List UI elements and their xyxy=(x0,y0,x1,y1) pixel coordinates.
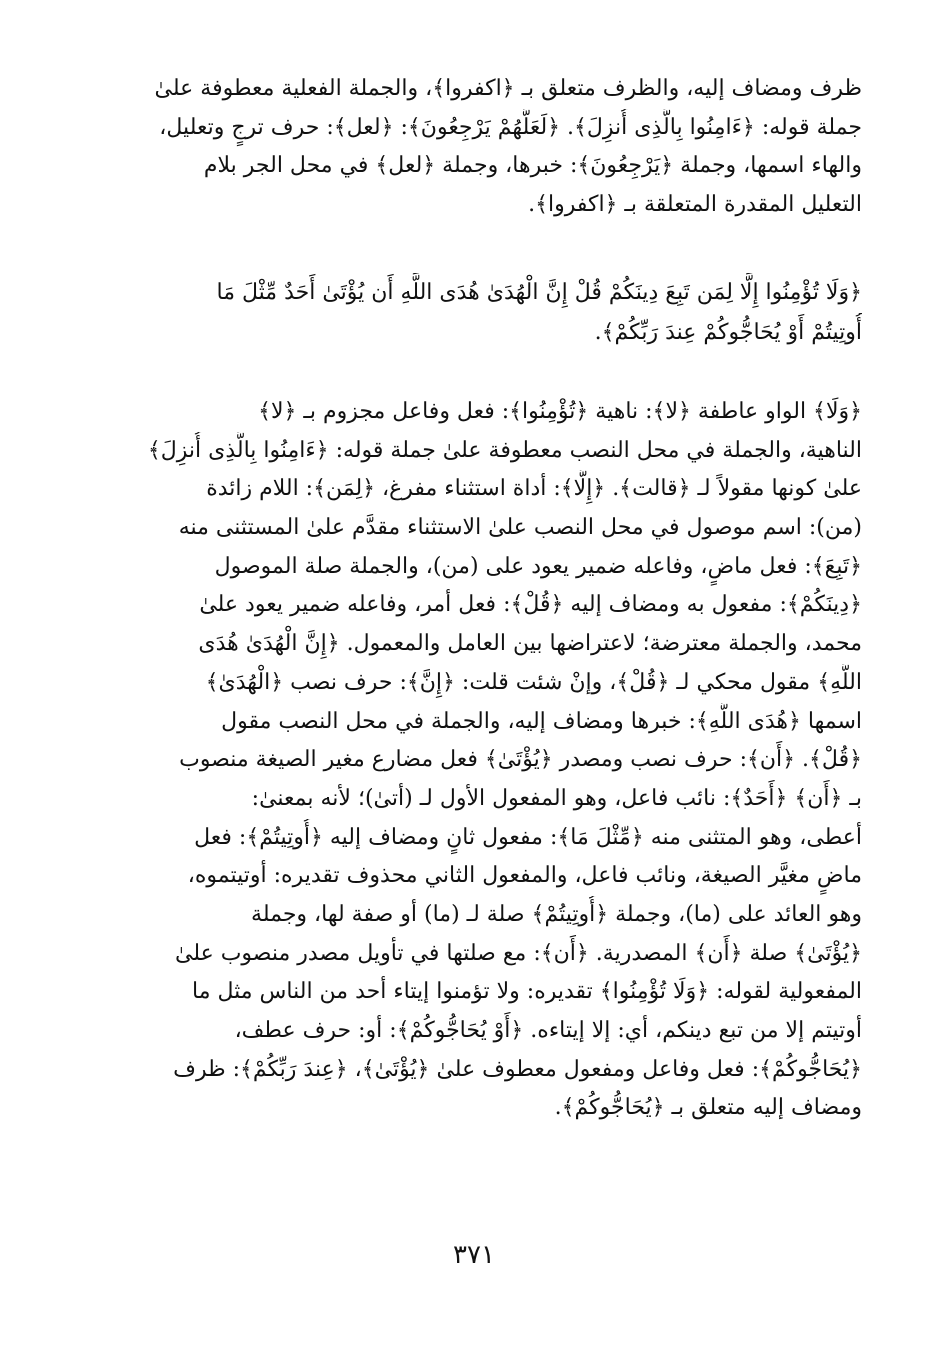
text-line: ﴿وَلَا﴾ الواو عاطفة ﴿لا﴾: ناهية ﴿تُؤْمِنُوا﴾: فعل وفاعل مجزوم بـ ﴿لا﴾ xyxy=(258,399,862,424)
text-line: أوتيتم إلا من تبع دينكم، أي: إلا إيتاءه. ﴿أَوْ يُحَاجُّوكُمْ﴾: أو: حرف عطف، xyxy=(234,1018,862,1043)
text-line: أعطى، وهو المتثنى منه ﴿مِّثْلَ مَا﴾: مفعول ثانٍ ومضاف إليه ﴿أُوتِيتُمْ﴾: فعل xyxy=(194,824,862,850)
verse-line: ﴿وَلَا تُؤْمِنُوا إِلَّا لِمَن تَبِعَ دِينَكُمْ قُلْ إِنَّ الْهُدَىٰ هُدَى اللَّهِ أَن يُؤْتَىٰ أَحَدٌ مِّثْلَ مَا xyxy=(216,280,862,305)
text-line: اللَّهِ﴾ مقول محكي لـ ﴿قُلْ﴾، وإنْ شئت قلت: ﴿إِنَّ﴾: حرف نصب ﴿الْهُدَىٰ﴾ xyxy=(205,669,862,695)
text-line: علىٰ كونها مقولاً لـ ﴿قالت﴾. ﴿إِلَّا﴾: أداة استثناء مفرغ، ﴿لِمَن﴾: اللام زائدة xyxy=(206,476,862,502)
text-line: ﴿دِينَكُمْ﴾: مفعول به ومضاف إليه ﴿قُلْ﴾: فعل أمر، وفاعله ضمير يعود علىٰ xyxy=(199,592,862,618)
page-number: ٣٧١ xyxy=(453,1240,495,1270)
text-line: التعليل المقدرة المتعلقة بـ ﴿اكفروا﴾. xyxy=(528,192,862,218)
text-line: الناهية، والجملة في محل النصب معطوفة علىٰ جملة قوله: ﴿ءَامِنُوا بِالَّذِى أُنزِلَ﴾ xyxy=(147,437,862,463)
text-line: والهاء اسمها، وجملة ﴿يَرْجِعُونَ﴾: خبرها، وجملة ﴿لعل﴾ في محل الجر بلام xyxy=(203,153,862,179)
quran-verse xyxy=(88,273,862,353)
text-line: جملة قوله: ﴿ءَامِنُوا بِالَّذِى أُنزِلَ﴾. ﴿لَعَلَّهُمْ يَرْجِعُونَ﴾: ﴿لعل﴾: حرف ترجٍ وتعليل، xyxy=(159,114,862,140)
text-line: ﴿قُلْ﴾. ﴿أَن﴾: حرف نصب ومصدر ﴿يُؤْتَىٰ﴾ فعل مضارع مغير الصيغة منصوب xyxy=(179,747,862,773)
text-line: اسمها ﴿هُدَى اللَّهِ﴾: خبرها ومضاف إليه، والجملة في محل النصب مقول xyxy=(221,708,862,734)
grammar-paragraph-2 xyxy=(88,393,862,1128)
text-line: ماضٍ مغيَّر الصيغة، ونائب فاعل، والمفعول الثاني محذوف تقديره: أوتيتموه، xyxy=(187,863,862,889)
text-line: ﴿يُحَاجُّوكُمْ﴾: فعل وفاعل ومفعول معطوف علىٰ ﴿يُؤْتَىٰ﴾، ﴿عِندَ رَبِّكُمْ﴾: ظرف xyxy=(173,1056,862,1082)
text-line: (من): اسم موصول في محل النصب علىٰ الاستثناء مقدَّم علىٰ المستثنى منه xyxy=(178,515,862,541)
text-line: ﴿تَبِعَ﴾: فعل ماضٍ، وفاعله ضمير يعود على (من)، والجملة صلة الموصول xyxy=(214,553,862,579)
text-line: وهو العائد على (ما)، وجملة ﴿أُوتِيتُمْ﴾ صلة لـ (ما) أو صفة لها، وجملة xyxy=(251,901,862,927)
text-line: ظرف ومضاف إليه، والظرف متعلق بـ ﴿اكفروا﴾، والجملة الفعلية معطوفة علىٰ xyxy=(154,76,862,101)
text-line: المفعولية لقوله: ﴿وَلَا تُؤْمِنُوا﴾ تقديره: ولا تؤمنوا إيتاء أحد من الناس مثل ما xyxy=(191,979,862,1005)
grammar-paragraph-1 xyxy=(88,70,862,225)
text-line: بـ ﴿أَن﴾ ﴿أَحَدٌ﴾: نائب فاعل، وهو المفعول الأول لـ (أتىٰ)؛ لأنه بمعنىٰ: xyxy=(251,785,862,811)
text-line: ﴿يُؤْتَىٰ﴾ صلة ﴿أَن﴾ المصدرية. ﴿أَن﴾: مع صلتها في تأويل مصدر منصوب علىٰ xyxy=(174,940,862,966)
text-line: محمد، والجملة معترضة؛ لاعتراضها بين العامل والمعمول. ﴿إِنَّ الْهُدَىٰ هُدَى xyxy=(198,631,862,657)
verse-line: أُوتِيتُمْ أَوْ يُحَاجُّوكُمْ عِندَ رَبِّكُمْ﴾. xyxy=(594,320,862,345)
text-line: ومضاف إليه متعلق بـ ﴿يُحَاجُّوكُمْ﴾. xyxy=(554,1095,862,1121)
